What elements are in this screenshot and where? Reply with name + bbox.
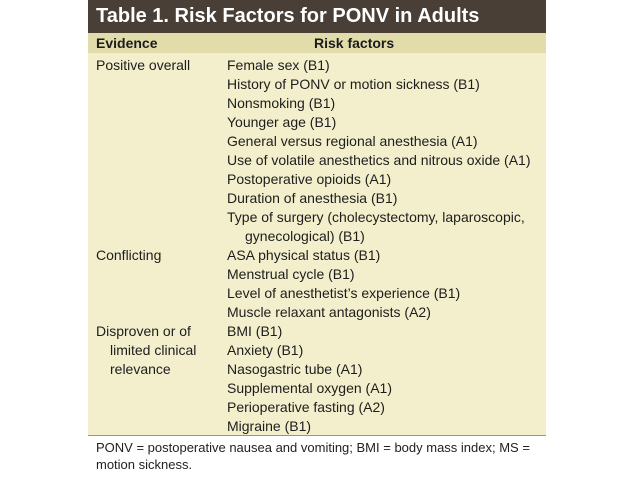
- risk-factor-item: Type of surgery (cholecystectomy, laparoscopic,: [227, 209, 525, 225]
- evidence-group-disproven: [88, 322, 546, 436]
- risk-factor-item: Supplemental oxygen (A1): [227, 380, 392, 396]
- evidence-label: [96, 322, 221, 379]
- risk-factor-item: Postoperative opioids (A1): [227, 171, 392, 187]
- evidence-group-positive-overall: [88, 53, 546, 246]
- risk-factor-list: [227, 322, 542, 436]
- risk-factor-item: Menstrual cycle (B1): [227, 266, 355, 282]
- evidence-label-line: Conflicting: [96, 247, 162, 263]
- risk-factor-item: History of PONV or motion sickness (B1): [227, 76, 480, 92]
- risk-factor-list: [227, 56, 542, 246]
- risk-factor-item: Duration of anesthesia (B1): [227, 190, 398, 206]
- risk-factor-item: Nasogastric tube (A1): [227, 361, 363, 377]
- evidence-label-line: Positive overall: [96, 57, 191, 73]
- table-body: [88, 33, 546, 435]
- risk-factor-item: Anxiety (B1): [227, 342, 304, 358]
- risk-factor-item: ASA physical status (B1): [227, 247, 381, 263]
- risk-factor-item: Migraine (B1): [227, 418, 312, 434]
- table-title: Table 1. Risk Factors for PONV in Adults: [88, 0, 546, 33]
- risk-factor-item: BMI (B1): [227, 323, 283, 339]
- evidence-label-line: limited clinical: [110, 342, 197, 358]
- risk-factor-item: Muscle relaxant antagonists (A2): [227, 304, 431, 320]
- risk-factor-item-continuation: gynecological) (B1): [245, 228, 365, 244]
- column-header-evidence: Evidence: [96, 35, 158, 51]
- risk-factor-list: [227, 246, 542, 322]
- evidence-label: [96, 56, 221, 75]
- evidence-label-line: Disproven or of: [96, 323, 191, 339]
- risk-factor-item: Use of volatile anesthetics and nitrous oxide (A1): [227, 152, 531, 168]
- table-content: [88, 53, 546, 436]
- evidence-label: [96, 246, 221, 265]
- evidence-label-line: relevance: [110, 361, 171, 377]
- evidence-group-conflicting: [88, 246, 546, 322]
- risk-factor-item: Younger age (B1): [227, 114, 337, 130]
- risk-factors-table: [88, 0, 546, 479]
- risk-factor-item: Level of anesthetist’s experience (B1): [227, 285, 461, 301]
- table-footnote: [88, 435, 546, 479]
- risk-factor-item: Female sex (B1): [227, 57, 330, 73]
- column-header-row: [88, 33, 546, 53]
- column-header-risk-factors: Risk factors: [314, 35, 395, 51]
- risk-factor-item: Perioperative fasting (A2): [227, 399, 385, 415]
- footnote-line: motion sickness.: [96, 457, 193, 472]
- footnote-line: PONV = postoperative nausea and vomiting; BMI = body mass index; MS =: [96, 440, 530, 455]
- risk-factor-item: Nonsmoking (B1): [227, 95, 336, 111]
- risk-factor-item: General versus regional anesthesia (A1): [227, 133, 478, 149]
